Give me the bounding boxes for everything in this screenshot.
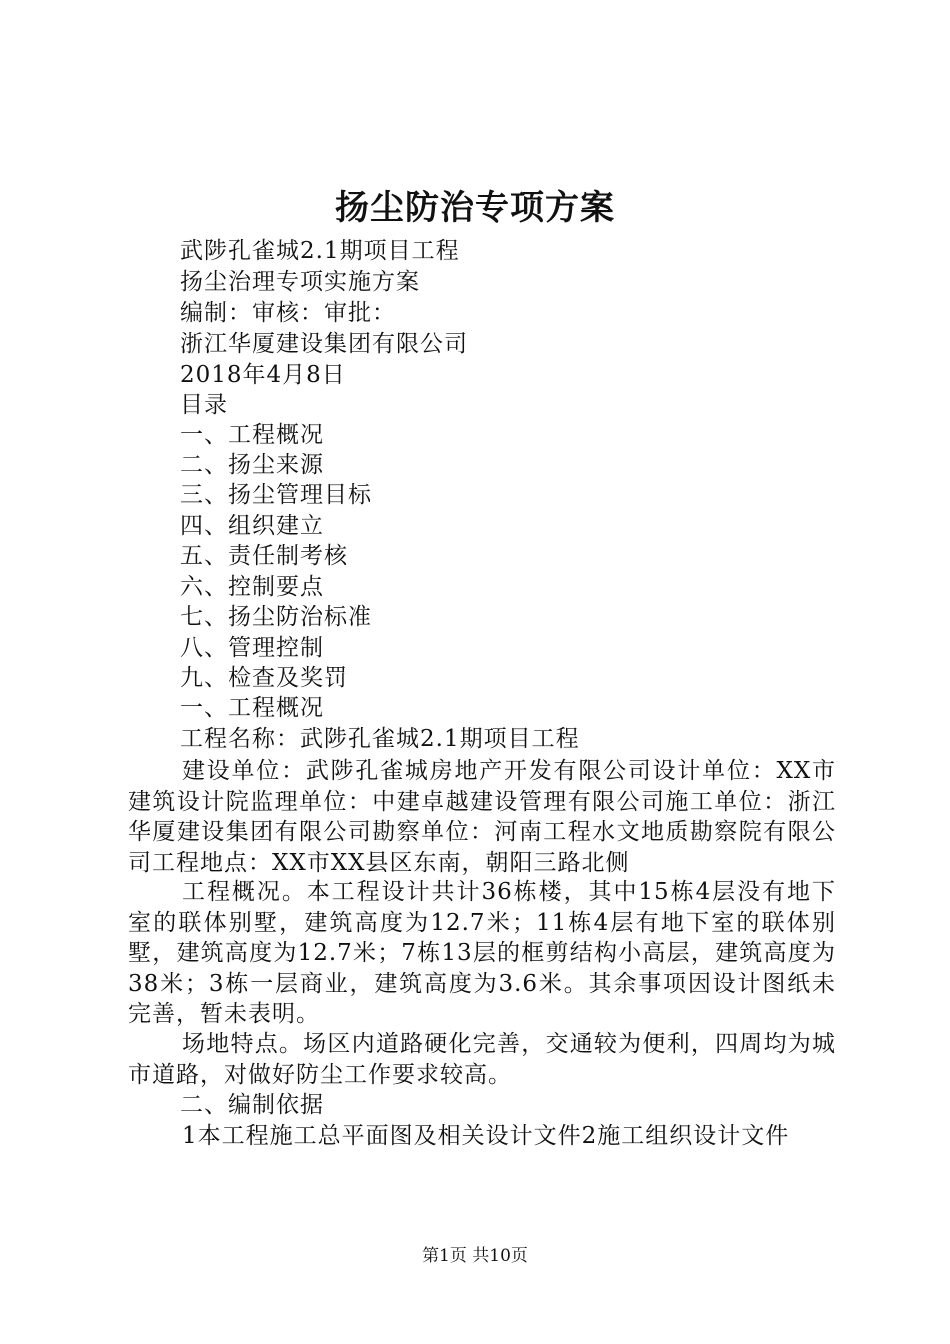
section-heading: 一、工程概况 [180, 695, 324, 721]
project-name-line: 武陟孔雀城2.1期项目工程 [180, 238, 460, 264]
toc-item: 四、组织建立 [180, 513, 324, 539]
section-heading: 二、编制依据 [180, 1092, 324, 1118]
site-paragraph: 场地特点。场区内道路硬化完善，交通较为便利，四周均为城市道路，对做好防尘工作要求较高。 [128, 1031, 836, 1088]
toc-heading: 目录 [180, 392, 228, 418]
units-paragraph: 建设单位：武陟孔雀城房地产开发有限公司设计单位：XX市建筑设计院监理单位：中建卓越建设管理有限公司施工单位：浙江华厦建设集团有限公司勘察单位：河南工程水文地质勘察院有限公司工程地点：XX市XX县区东南，朝阳三路北侧 [128, 758, 836, 876]
toc-item: 三、扬尘管理目标 [180, 482, 372, 508]
basis-paragraph: 1本工程施工总平面图及相关设计文件2施工组织设计文件 [182, 1123, 790, 1149]
approval-line: 编制：审核：审批： [180, 300, 396, 326]
company-line: 浙江华厦建设集团有限公司 [180, 331, 468, 357]
toc-item: 八、管理控制 [180, 635, 324, 661]
toc-item: 六、控制要点 [180, 574, 324, 600]
plan-subtitle-line: 扬尘治理专项实施方案 [180, 269, 420, 295]
toc-item: 五、责任制考核 [180, 543, 348, 569]
toc-item: 一、工程概况 [180, 422, 324, 448]
toc-item: 七、扬尘防治标准 [180, 604, 372, 630]
overview-paragraph: 工程概况。本工程设计共计36栋楼，其中15栋4层没有地下室的联体别墅，建筑高度为12.7米；11栋4层有地下室的联体别墅，建筑高度为12.7米；7栋13层的框剪结构小高层，建筑高度为38米；3栋一层商业，建筑高度为3.6米。其余事项因设计图纸未完善，暂未表明。 [128, 879, 836, 1027]
page-footer: 第1页 共10页 [422, 1246, 528, 1266]
date-line: 2018年4月8日 [180, 362, 346, 388]
toc-item: 九、检查及奖罚 [180, 665, 348, 691]
document-title: 扬尘防治专项方案 [335, 188, 615, 228]
toc-item: 二、扬尘来源 [180, 452, 324, 478]
project-name-field: 工程名称：武陟孔雀城2.1期项目工程 [180, 726, 580, 752]
